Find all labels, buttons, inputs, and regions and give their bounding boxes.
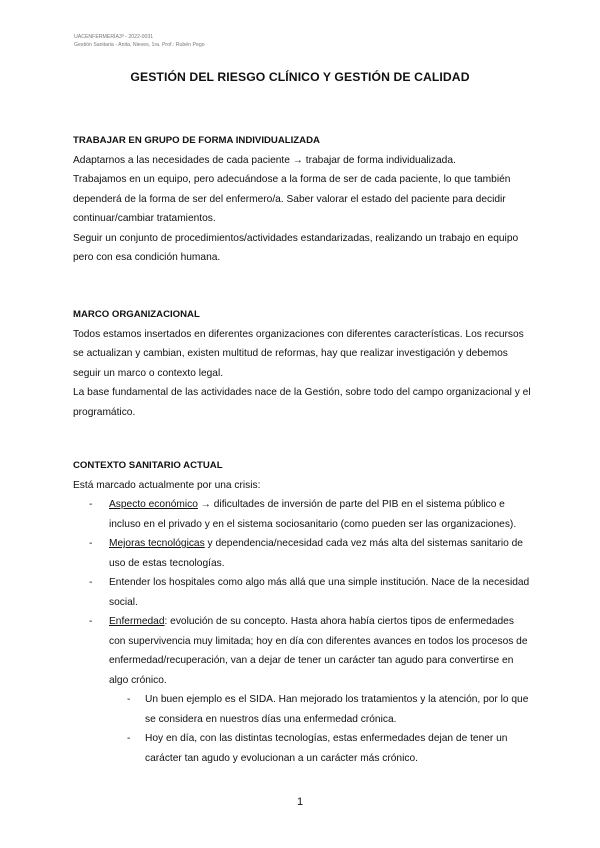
list-item xyxy=(73,495,533,534)
sub-list-item: - Hoy en día, con las distintas tecnologías, estas enfermedades dejan de tener un carácter tan agudo y evolucionan a un carácter más crónico. xyxy=(109,729,533,768)
section-marco-organizacional xyxy=(73,305,533,422)
paragraph: Está marcado actualmente por una crisis: xyxy=(73,479,261,491)
section-heading: TRABAJAR EN GRUPO DE FORMA INDIVIDUALIZADA xyxy=(73,135,320,146)
list-item-label: Enfermedad xyxy=(109,616,165,627)
list-item-text: Entender los hospitales como algo más allá que una simple institución. Nace de la necesidad social. xyxy=(109,577,530,608)
list-item-text: y dependencia/necesidad cada vez más alta del sistemas sanitario de uso de estas tecnologías. xyxy=(109,538,523,569)
document-header xyxy=(74,34,205,49)
list-item-text: : evolución de su concepto. Hasta ahora había ciertos tipos de enfermedades con supervivencia muy limitada; hoy en día con diferentes avances en todos los procesos de enfermedad/recuperación, van a dejar de tener un carácter tan agudo para convertirse en algo crónico. xyxy=(109,616,528,686)
list-item-label: Mejoras tecnológicas xyxy=(109,538,205,549)
paragraph: Todos estamos insertados en diferentes organizaciones con diferentes características. Los recursos se actualizan y cambian, existen multitud de reformas, hay que realizar investigación y debemos seguir un marco o contexto legal. xyxy=(73,328,524,379)
list-item-label: Aspecto económico xyxy=(109,499,198,510)
list-item xyxy=(73,573,533,612)
paragraph: Seguir un conjunto de procedimientos/actividades estandarizadas, realizando un trabajo en equipo pero con esa condición humana. xyxy=(73,232,519,263)
header-line-1: UACENFERMERÍA3º - 2022-0031 xyxy=(74,34,154,40)
section-heading: MARCO ORGANIZACIONAL xyxy=(73,309,200,320)
list-item-text: → dificultades de inversión de parte del PIB en el sistema público e incluso en el privado y en el sistema sociosanitario (como pueden ser las organizaciones). xyxy=(109,499,517,530)
section-contexto-sanitario xyxy=(73,456,533,768)
header-line-2: Gestión Sanitaria - Anita, Nieves, 1ra. Prof.: Rubén Pego xyxy=(74,41,205,48)
section-heading: CONTEXTO SANITARIO ACTUAL xyxy=(73,460,223,471)
page-number: 1 xyxy=(296,796,304,808)
list-item xyxy=(73,612,533,768)
sub-bullet-list xyxy=(109,690,533,768)
paragraph: Trabajamos en un equipo, pero adecuándose a la forma de ser de cada paciente, lo que también dependerá de la forma de ser del enfermero/a. Saber valorar el estado del paciente para decidir continuar/cambiar tratamientos. xyxy=(73,174,511,224)
document-title: GESTIÓN DEL RIESGO CLÍNICO Y GESTIÓN DE CALIDAD xyxy=(130,70,470,84)
section-trabajar-en-grupo xyxy=(73,131,533,268)
sub-list-item: - Un buen ejemplo es el SIDA. Han mejorado los tratamientos y la atención, por lo que se considera en nuestros días una enfermedad crónica. xyxy=(109,690,533,729)
paragraph: Adaptarnos a las necesidades de cada paciente → trabajar de forma individualizada. xyxy=(73,154,456,166)
paragraph: La base fundamental de las actividades nace de la Gestión, sobre todo del campo organizacional y el programático. xyxy=(73,387,531,418)
list-item xyxy=(73,534,533,573)
bullet-list xyxy=(73,495,533,768)
